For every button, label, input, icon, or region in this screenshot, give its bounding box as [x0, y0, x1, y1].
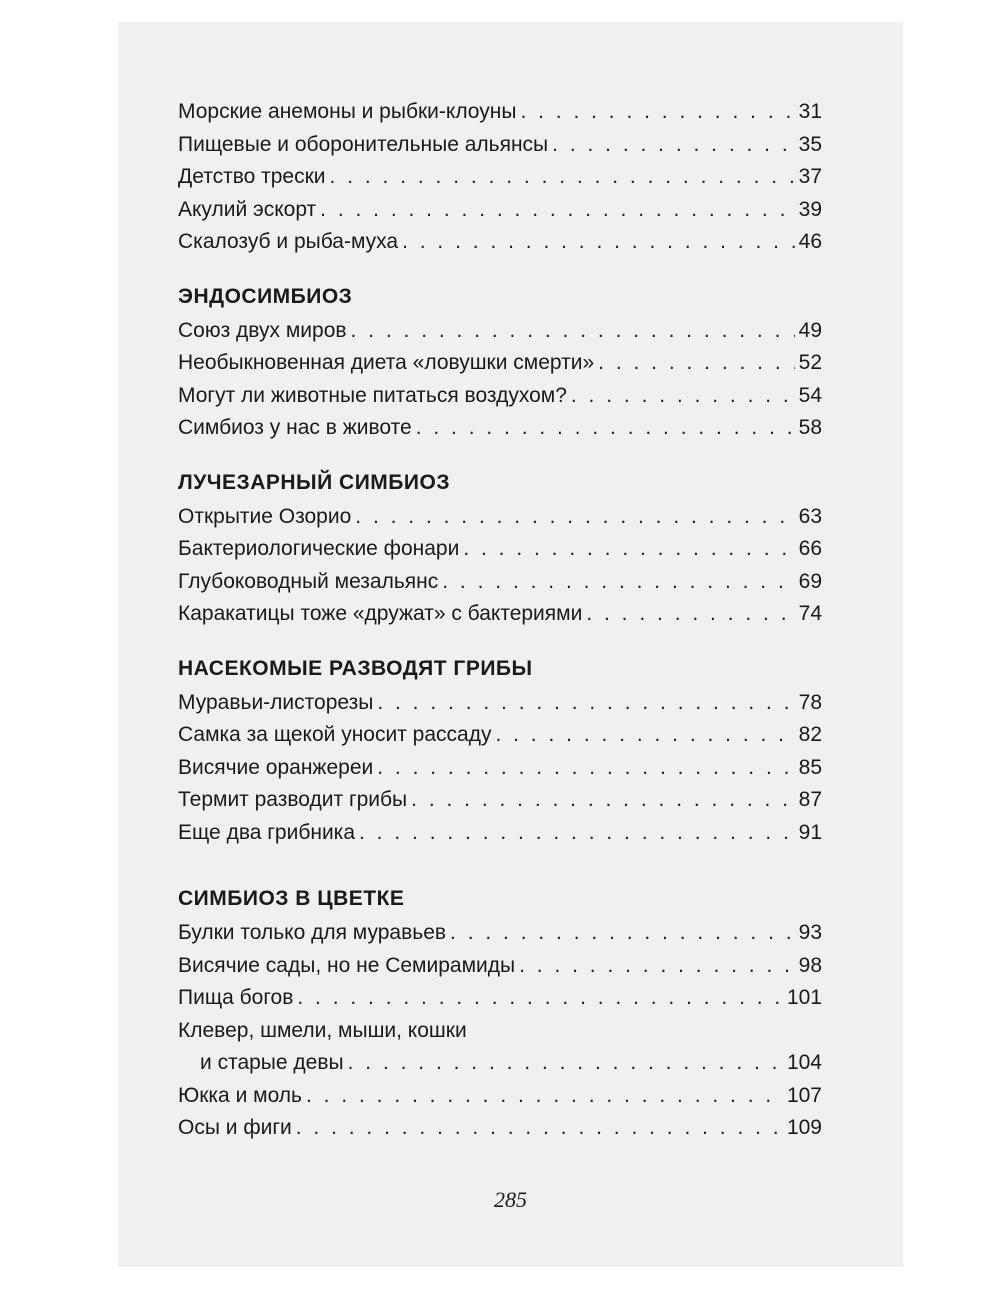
- entry-title: Симбиоз у нас в животе: [178, 416, 412, 439]
- dot-leader: [330, 161, 795, 194]
- dot-leader: [520, 96, 794, 129]
- dot-leader: [351, 315, 795, 348]
- toc-section: [178, 883, 822, 1145]
- entry-page: 109: [786, 1116, 822, 1139]
- entry-page: 82: [798, 723, 822, 746]
- entry-page: 93: [798, 921, 822, 944]
- entry-title: Бактериологические фонари: [178, 537, 460, 560]
- dot-leader: [377, 752, 794, 785]
- dot-leader: [552, 129, 794, 162]
- entry-title: Висячие оранжереи: [178, 755, 374, 779]
- toc-entry: [178, 752, 822, 785]
- table-of-contents: [178, 96, 822, 1145]
- toc-entry: [178, 598, 822, 631]
- toc-entry: [178, 380, 822, 413]
- entry-title: Пищевые и оборонительные альянсы: [178, 132, 549, 156]
- entry-title: Юкка и моль: [178, 1083, 302, 1107]
- toc-entry: [178, 566, 822, 599]
- entry-page: 46: [798, 230, 822, 253]
- entry-title: Самка за щекой уносит рассаду: [178, 723, 492, 746]
- dot-leader: [377, 687, 794, 720]
- toc-entry: [178, 1112, 822, 1145]
- toc-entry: [178, 1080, 822, 1113]
- toc-entry: [178, 226, 822, 259]
- toc-entry: [178, 194, 822, 227]
- toc-entry: [178, 1015, 822, 1080]
- dot-leader: [402, 226, 795, 259]
- entry-page: 74: [798, 602, 822, 625]
- toc-entry: [178, 96, 822, 129]
- entry-page: 87: [798, 788, 822, 811]
- toc-entry: [178, 501, 822, 534]
- entry-page: 49: [798, 318, 822, 342]
- entry-page: 39: [798, 197, 822, 221]
- entry-title: Булки только для муравьев: [178, 921, 447, 944]
- entry-title: Клевер, шмели, мыши, кошки: [178, 1018, 467, 1042]
- entry-page: 85: [798, 755, 822, 779]
- entry-title: Открытие Озорио: [178, 504, 352, 528]
- toc-section: [178, 653, 822, 850]
- entry-page: 31: [798, 100, 822, 123]
- dot-leader: [442, 566, 794, 599]
- toc-entry: [178, 982, 822, 1015]
- entry-page: 104: [786, 1051, 822, 1074]
- entry-title: Акулий эскорт: [178, 197, 317, 221]
- section-heading: ЭНДОСИМБИОЗ: [178, 284, 353, 308]
- dot-leader: [348, 1047, 783, 1080]
- entry-page: 101: [786, 986, 822, 1009]
- toc-section: [178, 467, 822, 631]
- section-heading: НАСЕКОМЫЕ РАЗВОДЯТ ГРИБЫ: [178, 656, 533, 680]
- toc-entry: [178, 950, 822, 983]
- entry-page: 37: [798, 165, 822, 188]
- toc-entry: [178, 347, 822, 380]
- entry-title: Висячие сады, но не Семирамиды: [178, 953, 516, 977]
- entry-page: 91: [798, 820, 822, 844]
- entry-title: Скалозуб и рыба-муха: [178, 230, 399, 253]
- toc-entry: [178, 161, 822, 194]
- entry-page: 66: [798, 537, 822, 560]
- dot-leader: [495, 719, 794, 752]
- entry-page: 54: [798, 383, 822, 407]
- toc-entry: [178, 412, 822, 445]
- entry-page: 107: [786, 1083, 822, 1107]
- dot-leader: [411, 784, 794, 817]
- book-page: [118, 22, 903, 1267]
- toc-section: [178, 96, 822, 259]
- dot-leader: [598, 347, 794, 380]
- entry-title-continuation: и старые девы: [200, 1051, 344, 1074]
- toc-entry: [178, 315, 822, 348]
- dot-leader: [296, 1112, 783, 1145]
- toc-entry: [178, 719, 822, 752]
- toc-section: [178, 281, 822, 445]
- entry-title: Детство трески: [178, 165, 326, 188]
- toc-entry: [178, 917, 822, 950]
- dot-leader: [519, 950, 795, 983]
- section-heading: СИМБИОЗ В ЦВЕТКЕ: [178, 887, 405, 910]
- entry-page: 35: [798, 132, 822, 156]
- entry-title: Морские анемоны и рыбки-клоуны: [178, 100, 517, 123]
- entry-page: 98: [798, 953, 822, 977]
- entry-title: Глубоководный мезальянс: [178, 569, 439, 593]
- dot-leader: [571, 380, 795, 413]
- toc-entry: [178, 533, 822, 566]
- dot-leader: [586, 598, 794, 631]
- entry-title: Каракатицы тоже «дружат» с бактериями: [178, 602, 583, 625]
- dot-leader: [450, 917, 795, 950]
- toc-entry: [178, 129, 822, 162]
- entry-title: Союз двух миров: [178, 318, 347, 342]
- entry-title: Термит разводит грибы: [178, 788, 408, 811]
- entry-page: 58: [798, 416, 822, 439]
- entry-page: 69: [798, 569, 822, 593]
- section-heading: ЛУЧЕЗАРНЫЙ СИМБИОЗ: [178, 470, 450, 494]
- entry-title: Пища богов: [178, 986, 294, 1009]
- dot-leader: [306, 1080, 783, 1113]
- dot-leader: [416, 412, 795, 445]
- dot-leader: [355, 501, 794, 534]
- entry-title: Осы и фиги: [178, 1116, 292, 1139]
- dot-leader: [359, 817, 795, 850]
- entry-page: 78: [798, 690, 822, 714]
- entry-title: Еще два грибника: [178, 820, 356, 844]
- toc-entry: [178, 817, 822, 850]
- entry-page: 52: [798, 351, 822, 374]
- dot-leader: [320, 194, 794, 227]
- entry-title: Необыкновенная диета «ловушки смерти»: [178, 351, 595, 374]
- entry-title: Муравьи-листорезы: [178, 690, 374, 714]
- entry-title: Могут ли животные питаться воздухом?: [178, 383, 567, 407]
- dot-leader: [463, 533, 794, 566]
- toc-entry: [178, 784, 822, 817]
- dot-leader: [297, 982, 783, 1015]
- entry-page: 63: [798, 504, 822, 528]
- page-number: 285: [494, 1187, 527, 1212]
- toc-entry: [178, 687, 822, 720]
